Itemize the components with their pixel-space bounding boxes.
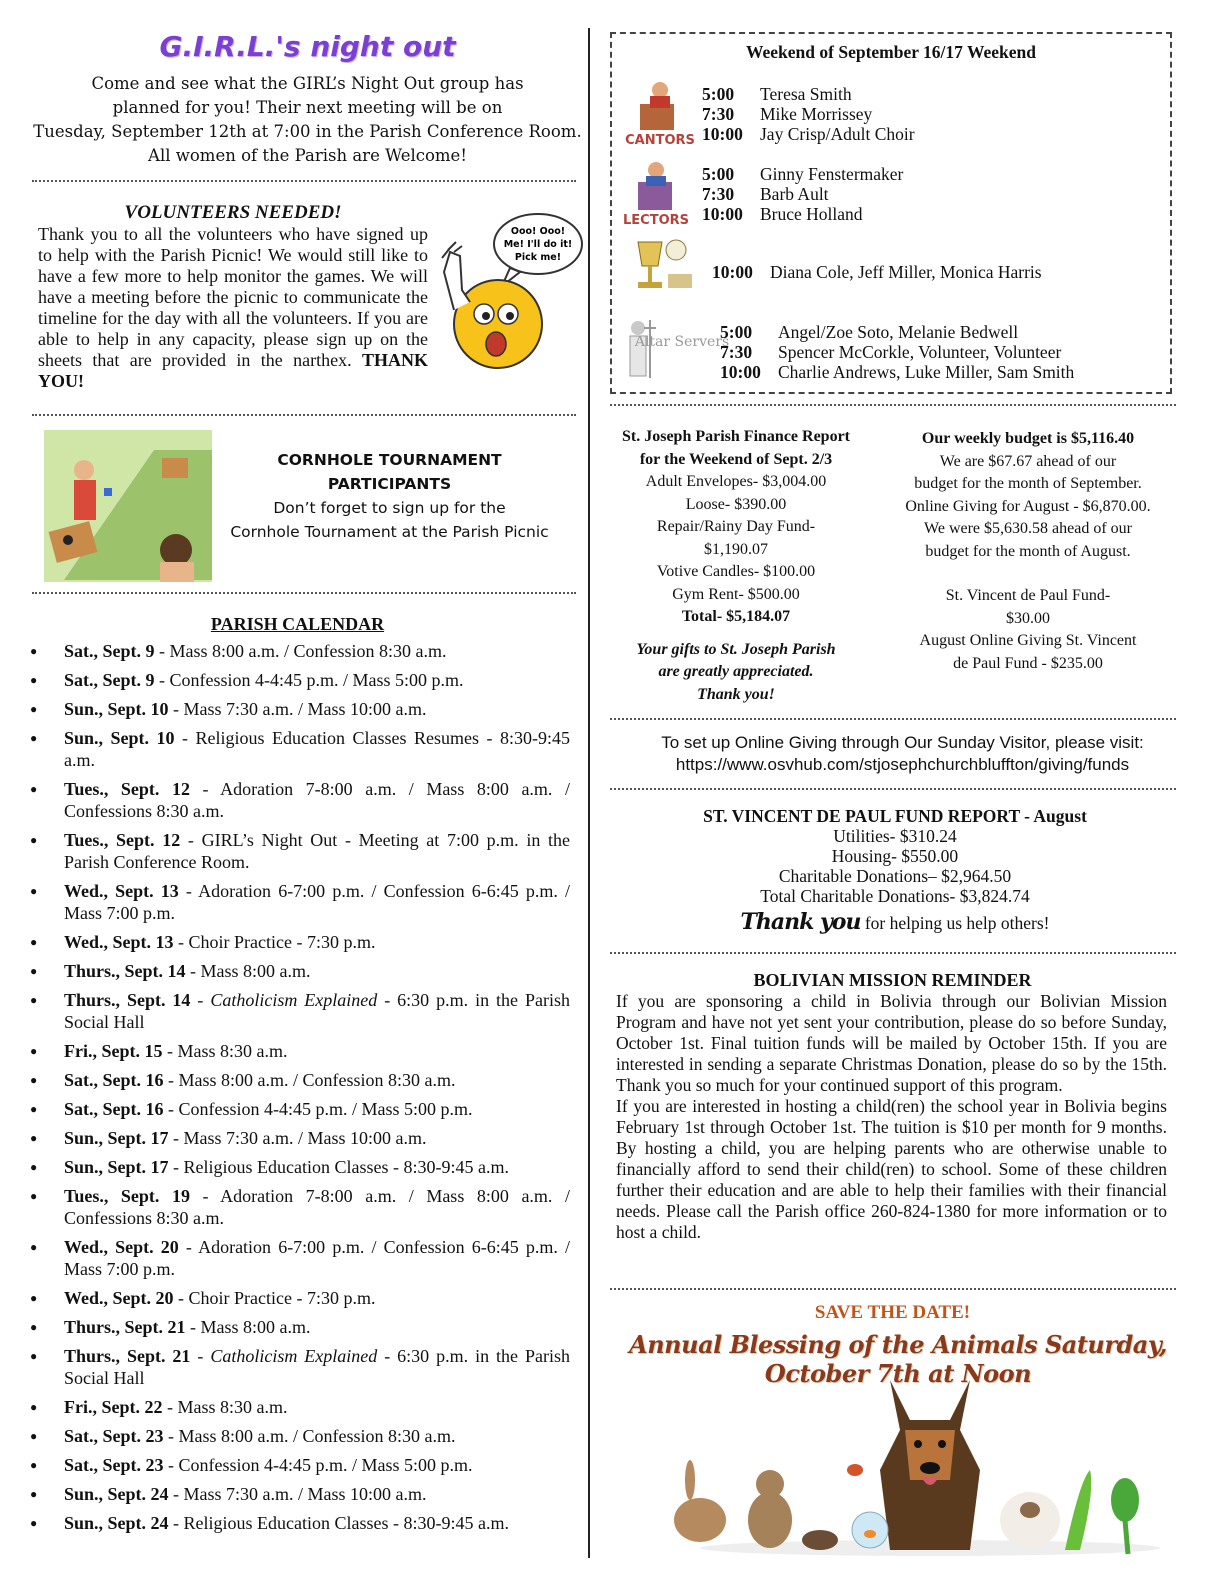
volunteers-body bbox=[38, 224, 428, 392]
bubble-line: Ooo! Ooo! bbox=[510, 226, 566, 237]
finance-total: Total- $5,184.07 bbox=[681, 608, 791, 625]
schedule-row bbox=[702, 124, 915, 144]
calendar-date: Thurs., Sept. 14 bbox=[64, 961, 186, 981]
calendar-date: Tues., Sept. 19 bbox=[64, 1186, 190, 1206]
schedule-name: Diana Cole, Jeff Miller, Monica Harris bbox=[770, 262, 1042, 282]
calendar-text: - Adoration 7-8:00 a.m. / Mass 8:00 a.m. / Confessions 8:30 a.m. bbox=[64, 779, 570, 821]
svdp-line: Total Charitable Donations- $3,824.74 bbox=[760, 886, 1030, 906]
lectors-label: LECTORS bbox=[623, 213, 689, 228]
calendar-list bbox=[30, 640, 570, 1541]
smiley-illustration bbox=[440, 212, 580, 382]
cornhole-illustration bbox=[44, 430, 212, 582]
schedule-row bbox=[702, 84, 915, 104]
schedule-row bbox=[702, 204, 903, 224]
finance-title: St. Joseph Parish Finance Report bbox=[622, 428, 850, 445]
calendar-date: Sun., Sept. 24 bbox=[64, 1484, 169, 1504]
calendar-date: Sat., Sept. 16 bbox=[64, 1099, 164, 1119]
calendar-text: - Mass 8:30 a.m. bbox=[162, 1041, 288, 1061]
schedule-name: Teresa Smith bbox=[760, 84, 852, 104]
svdp-fund-line: August Online Giving St. Vincent bbox=[919, 632, 1137, 649]
calendar-item bbox=[30, 640, 570, 662]
online-giving-link[interactable]: https://www.osvhub.com/stjosephchurchbluffton/giving/funds bbox=[675, 755, 1130, 774]
gifts-line: Thank you! bbox=[697, 685, 775, 703]
divider bbox=[32, 592, 576, 594]
calendar-date: Sat., Sept. 23 bbox=[64, 1426, 164, 1446]
calendar-date: Wed., Sept. 20 bbox=[64, 1288, 174, 1308]
servers-list bbox=[720, 322, 1074, 382]
finance-line: Gym Rent- $500.00 bbox=[672, 585, 800, 603]
calendar-text: - Mass 8:00 a.m. / Confession 8:30 a.m. bbox=[163, 1070, 456, 1090]
cornhole-title: PARTICIPANTS bbox=[327, 475, 452, 493]
thanks-tail: for helping us help others! bbox=[860, 913, 1050, 933]
calendar-text: - Choir Practice - 7:30 p.m. bbox=[173, 932, 376, 952]
finance-line: $1,190.07 bbox=[704, 540, 768, 558]
schedule-time: 7:30 bbox=[720, 342, 753, 362]
schedule-time: 7:30 bbox=[702, 104, 735, 124]
cornhole-text bbox=[222, 448, 557, 544]
calendar-title: PARISH CALENDAR bbox=[210, 614, 385, 634]
budget-line: budget for the month of August. bbox=[925, 542, 1131, 560]
cantors-icon bbox=[620, 76, 700, 153]
calendar-text: - Confession 4-4:45 p.m. / Mass 5:00 p.m. bbox=[154, 670, 464, 690]
calendar-text: - Religious Education Classes Resumes - 8:30-9:45 a.m. bbox=[64, 728, 570, 770]
schedule-row bbox=[720, 342, 1074, 362]
finance-title: for the Weekend of Sept. 2/3 bbox=[639, 450, 833, 468]
schedule-name: Ginny Fenstermaker bbox=[760, 164, 904, 184]
calendar-item bbox=[30, 727, 570, 771]
calendar-date: Tues., Sept. 12 bbox=[64, 779, 190, 799]
online-giving bbox=[610, 732, 1195, 776]
calendar-text: - Mass 8:00 a.m. / Confession 8:30 a.m. bbox=[154, 641, 447, 661]
calendar-item bbox=[30, 1127, 570, 1149]
calendar-text: - Religious Education Classes - 8:30-9:45 a.m. bbox=[168, 1157, 509, 1177]
finance-gifts bbox=[602, 639, 870, 707]
girls-night-line: All women of the Parish are Welcome! bbox=[148, 146, 467, 165]
calendar-text: - Confession 4-4:45 p.m. / Mass 5:00 p.m. bbox=[163, 1099, 473, 1119]
schedule-time: 5:00 bbox=[702, 84, 735, 104]
lectors-icon bbox=[620, 156, 700, 233]
calendar-date: Fri., Sept. 22 bbox=[64, 1397, 163, 1417]
schedule-time: 5:00 bbox=[702, 164, 735, 184]
calendar-date: Sun., Sept. 24 bbox=[64, 1513, 169, 1533]
calendar-text: - Adoration 6-7:00 p.m. / Confession 6-6:45 p.m. / Mass 7:00 p.m. bbox=[64, 881, 571, 923]
blessing-event: Annual Blessing of the Animals Saturday, October 7th at Noon bbox=[629, 1330, 1167, 1388]
finance-report bbox=[602, 426, 870, 706]
schedule-row bbox=[702, 164, 903, 184]
calendar-item bbox=[30, 1185, 570, 1229]
finance-line: Votive Candles- $100.00 bbox=[656, 563, 816, 580]
calendar-italic: Catholicism Explained bbox=[210, 1346, 378, 1366]
calendar-date: Thurs., Sept. 21 bbox=[64, 1346, 191, 1366]
divider bbox=[32, 414, 576, 416]
calendar-date: Sun., Sept. 10 bbox=[64, 728, 175, 748]
thank-you-script: Thank you bbox=[740, 909, 861, 935]
schedule-time: 10:00 bbox=[712, 262, 753, 282]
calendar-text: - Adoration 7-8:00 a.m. / Mass 8:00 a.m. / Confessions 8:30 a.m. bbox=[64, 1186, 570, 1228]
divider bbox=[610, 788, 1176, 790]
bolivian-title: BOLIVIAN MISSION REMINDER bbox=[753, 970, 1032, 990]
calendar-text: - Religious Education Classes - 8:30-9:45 a.m. bbox=[168, 1513, 509, 1533]
calendar-item bbox=[30, 778, 570, 822]
calendar-text: - GIRL’s Night Out - Meeting at 7:00 p.m. in the Parish Conference Room. bbox=[64, 830, 570, 872]
calendar-item bbox=[30, 1287, 570, 1309]
schedule-time: 5:00 bbox=[720, 322, 753, 342]
svdp-title: ST. VINCENT DE PAUL FUND REPORT - August bbox=[703, 806, 1087, 826]
cantors-label: CANTORS bbox=[625, 133, 695, 148]
calendar-item bbox=[30, 1483, 570, 1505]
calendar-text: - Mass 8:30 a.m. bbox=[162, 1397, 288, 1417]
girls-night-title: G.I.R.L.'s night out bbox=[159, 30, 456, 63]
bolivian-para: If you are interested in hosting a child(ren) the school year in Bolivia begins February 1st through October 1st. The tuition is $10 per month for 9 months. By hosting a child, you are helping parents who are otherwise unable to financially afford to send their child(ren) to school. Some of these children further their education and are able to help their families with their financial needs. Please call the Parish office 260-824-1380 for more information or to host a child. bbox=[616, 1096, 1167, 1242]
schedule-row bbox=[702, 184, 903, 204]
calendar-text: - Confession 4-4:45 p.m. / Mass 5:00 p.m. bbox=[163, 1455, 473, 1475]
calendar-text: - Mass 7:30 a.m. / Mass 10:00 a.m. bbox=[168, 1128, 427, 1148]
calendar-item bbox=[30, 1512, 570, 1534]
cornhole-line: Cornhole Tournament at the Parish Picnic bbox=[230, 523, 549, 541]
calendar-item bbox=[30, 931, 570, 953]
calendar-text: - Mass 7:30 a.m. / Mass 10:00 a.m. bbox=[168, 1484, 427, 1504]
schedule-time: 7:30 bbox=[702, 184, 735, 204]
gifts-line: are greatly appreciated. bbox=[658, 663, 814, 680]
calendar-date: Fri., Sept. 15 bbox=[64, 1041, 163, 1061]
schedule-title: Weekend of September 16/17 Weekend bbox=[745, 42, 1037, 62]
volunteers-thanks: THANK YOU! bbox=[38, 350, 429, 391]
bubble-line: Pick me! bbox=[514, 252, 562, 263]
calendar-item bbox=[30, 1069, 570, 1091]
cantors-list bbox=[702, 84, 915, 144]
calendar-date: Wed., Sept. 13 bbox=[64, 881, 179, 901]
schedule-name: Bruce Holland bbox=[760, 204, 863, 224]
calendar-date: Wed., Sept. 13 bbox=[64, 932, 174, 952]
schedule-name: Barb Ault bbox=[760, 184, 829, 204]
budget-line: budget for the month of September. bbox=[914, 475, 1142, 492]
calendar-item bbox=[30, 960, 570, 982]
altar-servers-icon bbox=[620, 314, 730, 391]
calendar-item bbox=[30, 669, 570, 691]
calendar-date: Sat., Sept. 9 bbox=[64, 641, 155, 661]
calendar-tail: - 6:30 p.m. in the Parish Social Hall bbox=[64, 1346, 570, 1388]
calendar-tail: - 6:30 p.m. in the Parish Social Hall bbox=[64, 990, 570, 1032]
ministry-schedule bbox=[610, 32, 1172, 394]
servers-label: Altar Servers bbox=[634, 334, 730, 350]
divider bbox=[610, 952, 1176, 954]
calendar-date: Sat., Sept. 23 bbox=[64, 1455, 164, 1475]
calendar-date: Sun., Sept. 17 bbox=[64, 1157, 169, 1177]
calendar-date: Sat., Sept. 16 bbox=[64, 1070, 164, 1090]
gifts-line: Your gifts to St. Joseph Parish bbox=[636, 640, 836, 658]
volunteers-title: VOLUNTEERS NEEDED! bbox=[124, 202, 342, 223]
calendar-date: Sun., Sept. 17 bbox=[64, 1128, 169, 1148]
schedule-row bbox=[702, 104, 915, 124]
calendar-text: - bbox=[190, 1346, 211, 1366]
svdp-fund-line: de Paul Fund - $235.00 bbox=[953, 654, 1103, 672]
svdp-line: Charitable Donations– $2,964.50 bbox=[778, 866, 1012, 886]
cornhole-line: Don’t forget to sign up for the bbox=[273, 499, 506, 517]
calendar-item bbox=[30, 1236, 570, 1280]
calendar-date: Sun., Sept. 10 bbox=[64, 699, 169, 719]
calendar-date: Tues., Sept. 12 bbox=[64, 830, 181, 850]
schedule-row bbox=[720, 362, 1074, 382]
schedule-name: Angel/Zoe Soto, Melanie Bedwell bbox=[778, 322, 1019, 342]
calendar-date: Wed., Sept. 20 bbox=[64, 1237, 179, 1257]
schedule-row bbox=[712, 262, 1042, 282]
budget-line: We are $67.67 ahead of our bbox=[939, 452, 1117, 470]
volunteers-text: Thank you to all the volunteers who have signed up to help with the Parish Picnic! We would still like to have a few more to help monitor the games. We will have a meeting before the picnic to communicate the timeline for the day with all the volunteers. If you are able to help in any capacity, please sign up on the sheets that are provided in the narthex. bbox=[38, 224, 428, 370]
budget-line: Online Giving for August - $6,870.00. bbox=[905, 497, 1151, 515]
calendar-item bbox=[30, 1454, 570, 1476]
cornhole-title: CORNHOLE TOURNAMENT bbox=[277, 451, 502, 469]
schedule-name: Jay Crisp/Adult Choir bbox=[760, 124, 915, 144]
calendar-item bbox=[30, 1098, 570, 1120]
svdp-line: Utilities- $310.24 bbox=[833, 826, 957, 846]
chalice-icon bbox=[620, 232, 700, 307]
schedule-row bbox=[720, 322, 1074, 342]
schedule-time: 10:00 bbox=[702, 124, 743, 144]
divider bbox=[32, 180, 576, 182]
calendar-item bbox=[30, 1316, 570, 1338]
svdp-fund-line: $30.00 bbox=[1006, 609, 1050, 627]
girls-night-line: Tuesday, September 12th at 7:00 in the Parish Conference Room. bbox=[33, 122, 582, 141]
calendar-italic: Catholicism Explained bbox=[210, 990, 378, 1010]
calendar-item bbox=[30, 880, 570, 924]
svdp-line: Housing- $550.00 bbox=[831, 846, 959, 866]
calendar-item bbox=[30, 989, 570, 1033]
schedule-time: 10:00 bbox=[720, 362, 761, 382]
schedule-time: 10:00 bbox=[702, 204, 743, 224]
schedule-name: Spencer McCorkle, Volunteer, Volunteer bbox=[778, 342, 1062, 362]
svdp-fund-line: St. Vincent de Paul Fund- bbox=[945, 587, 1111, 604]
calendar-item bbox=[30, 1345, 570, 1389]
finance-line: Adult Envelopes- $3,004.00 bbox=[645, 473, 827, 490]
divider bbox=[610, 718, 1176, 720]
calendar-date: Thurs., Sept. 14 bbox=[64, 990, 191, 1010]
online-giving-text: To set up Online Giving through Our Sunday Visitor, please visit: bbox=[661, 733, 1144, 752]
calendar-text: - bbox=[190, 990, 211, 1010]
divider bbox=[610, 1288, 1176, 1290]
finance-line: Loose- $390.00 bbox=[685, 495, 787, 513]
save-date-title: SAVE THE DATE! bbox=[814, 1302, 971, 1323]
lectors-list bbox=[702, 164, 903, 224]
calendar-item bbox=[30, 829, 570, 873]
calendar-text: - Mass 8:00 a.m. bbox=[185, 961, 311, 981]
budget-title: Our weekly budget is $5,116.40 bbox=[921, 430, 1135, 447]
bubble-line: Me! I'll do it! bbox=[503, 239, 573, 250]
finance-line: Repair/Rainy Day Fund- bbox=[656, 518, 816, 535]
calendar-text: - Mass 8:00 a.m. / Confession 8:30 a.m. bbox=[163, 1426, 456, 1446]
schedule-name: Mike Morrissey bbox=[760, 104, 873, 124]
calendar-text: - Mass 8:00 a.m. bbox=[185, 1317, 311, 1337]
girls-night-line: Come and see what the GIRL’s Night Out group has bbox=[91, 74, 524, 93]
animals-illustration bbox=[660, 1360, 1160, 1560]
calendar-text: - Adoration 6-7:00 p.m. / Confession 6-6:45 p.m. / Mass 7:00 p.m. bbox=[64, 1237, 571, 1279]
calendar-text: - Mass 7:30 a.m. / Mass 10:00 a.m. bbox=[168, 699, 427, 719]
girls-night-line: planned for you! Their next meeting will be on bbox=[112, 98, 503, 117]
bolivian-para: If you are sponsoring a child in Bolivia through our Bolivian Mission Program and have not yet sent your contribution, please do so before Sunday, October 1st. Final tuition funds will be mailed by October 15th. If you are interested in sending a separate Christmas Donation, please do so by the 15th. Thank you so much for your continued support of this program. bbox=[616, 991, 1167, 1095]
calendar-item bbox=[30, 1396, 570, 1418]
svdp-thanks bbox=[610, 909, 1180, 935]
calendar-item bbox=[30, 1156, 570, 1178]
schedule-name: Charlie Andrews, Luke Miller, Sam Smith bbox=[778, 362, 1075, 382]
calendar-text: - Choir Practice - 7:30 p.m. bbox=[173, 1288, 376, 1308]
svdp-report bbox=[610, 806, 1180, 933]
weekly-budget bbox=[878, 428, 1178, 675]
budget-line: We were $5,630.58 ahead of our bbox=[924, 520, 1132, 537]
column-divider bbox=[588, 28, 590, 1558]
divider bbox=[610, 404, 1176, 406]
calendar-item bbox=[30, 1040, 570, 1062]
calendar-date: Thurs., Sept. 21 bbox=[64, 1317, 186, 1337]
bolivian-body bbox=[616, 991, 1167, 1243]
eucharistic-list bbox=[712, 262, 1042, 282]
calendar-item bbox=[30, 1425, 570, 1447]
girls-night-body bbox=[30, 72, 585, 168]
calendar-item bbox=[30, 698, 570, 720]
calendar-date: Sat., Sept. 9 bbox=[64, 670, 155, 690]
